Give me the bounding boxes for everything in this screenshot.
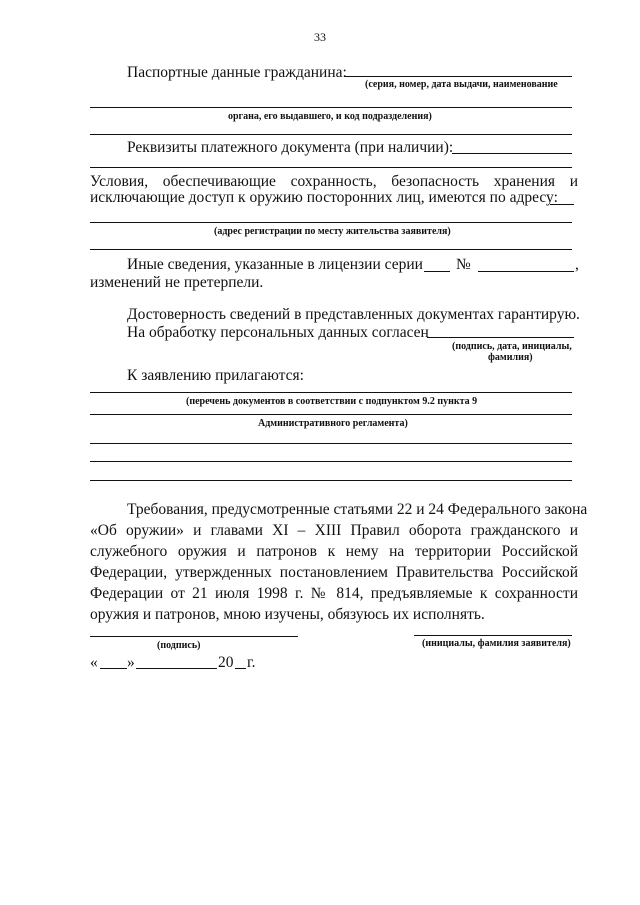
attachments-label: К заявлению прилагаются: [127,367,304,384]
license-number-line [478,271,574,272]
consent-signature-line [427,337,574,338]
page-number: 33 [314,30,326,44]
attachments-hint-1: (перечень документов в соответствии с подпунктом 9.2 пункта 9 [186,396,478,407]
passport-hint-2: органа, его выдавшего, и код подразделения) [228,111,432,122]
requirements-paragraph [90,499,588,625]
applicant-name-hint: (инициалы, фамилия заявителя) [422,638,571,649]
license-series-line [424,271,450,272]
conditions-line-1: Условия, обеспечивающие сохранность, безопасность хранения и [90,173,578,190]
passport-hint-1: (серия, номер, дата выдачи, наименование [365,79,558,90]
conditions-fill-line-2 [90,222,572,223]
date-year-suffix: г. [247,654,256,671]
date-close-quote: » [127,654,135,671]
requirements-line: служебного оружия и патронов к нему на территории Российской [90,543,578,560]
guarantee-hint-2: фамилия) [488,352,533,363]
passport-label: Паспортные данные гражданина: [127,64,347,81]
conditions-fill-line [550,204,574,205]
conditions-fill-line-3 [90,249,572,250]
license-number-sign: № [456,256,471,273]
attachments-line-3 [90,443,572,444]
conditions-hint: (адрес регистрации по месту жительства заявителя) [214,226,451,237]
requirements-line: Федерации от 21 июля 1998 г. № 814, предъявляемые к сохранности [90,585,578,602]
passport-fill-line-3 [90,134,572,135]
passport-fill-line-2 [90,107,572,108]
payment-fill-line [452,153,572,154]
applicant-name-line [414,635,572,636]
signature-hint: (подпись) [157,640,201,651]
guarantee-hint-1: (подпись, дата, инициалы, [452,341,572,352]
passport-fill-line [344,76,572,77]
attachments-hint-2: Административного регламента) [258,418,408,429]
date-year-line [235,668,246,669]
conditions-line-2: исключающие доступ к оружию посторонних лиц, имеются по адресу: [90,189,558,206]
requirements-line: «Об оружии» и главами XI – XIII Правил оборота гражданского и [90,522,578,539]
attachments-line-2 [90,414,572,415]
attachments-line-5 [90,480,572,481]
attachments-line-1 [90,392,572,393]
guarantee-line-2: На обработку персональных данных согласен [127,324,429,341]
date-day-line [100,668,127,669]
signature-line [90,636,298,637]
license-line-2: изменений не претерпели. [90,274,264,291]
date-year-prefix: 20 [218,654,234,671]
payment-label: Реквизиты платежного документа (при наличии): [127,139,454,156]
license-line-1 [127,256,423,274]
requirements-line: Федерации, утвержденных постановлением Правительства Российской [90,564,578,581]
payment-fill-line-2 [90,167,572,168]
license-comma: , [575,256,579,273]
requirements-line: Требования, предусмотренные статьями 22 и 24 Федерального закона [127,501,588,518]
requirements-line: оружия и патронов, мною изучены, обязуюсь их исполнять. [90,606,485,623]
guarantee-line-1: Достоверность сведений в представленных документах гарантирую. [127,306,580,323]
date-open-quote: « [90,654,98,671]
attachments-line-4 [90,461,572,462]
license-series-label: Иные сведения, указанные в лицензии серии [127,256,423,273]
date-month-line [136,668,217,669]
